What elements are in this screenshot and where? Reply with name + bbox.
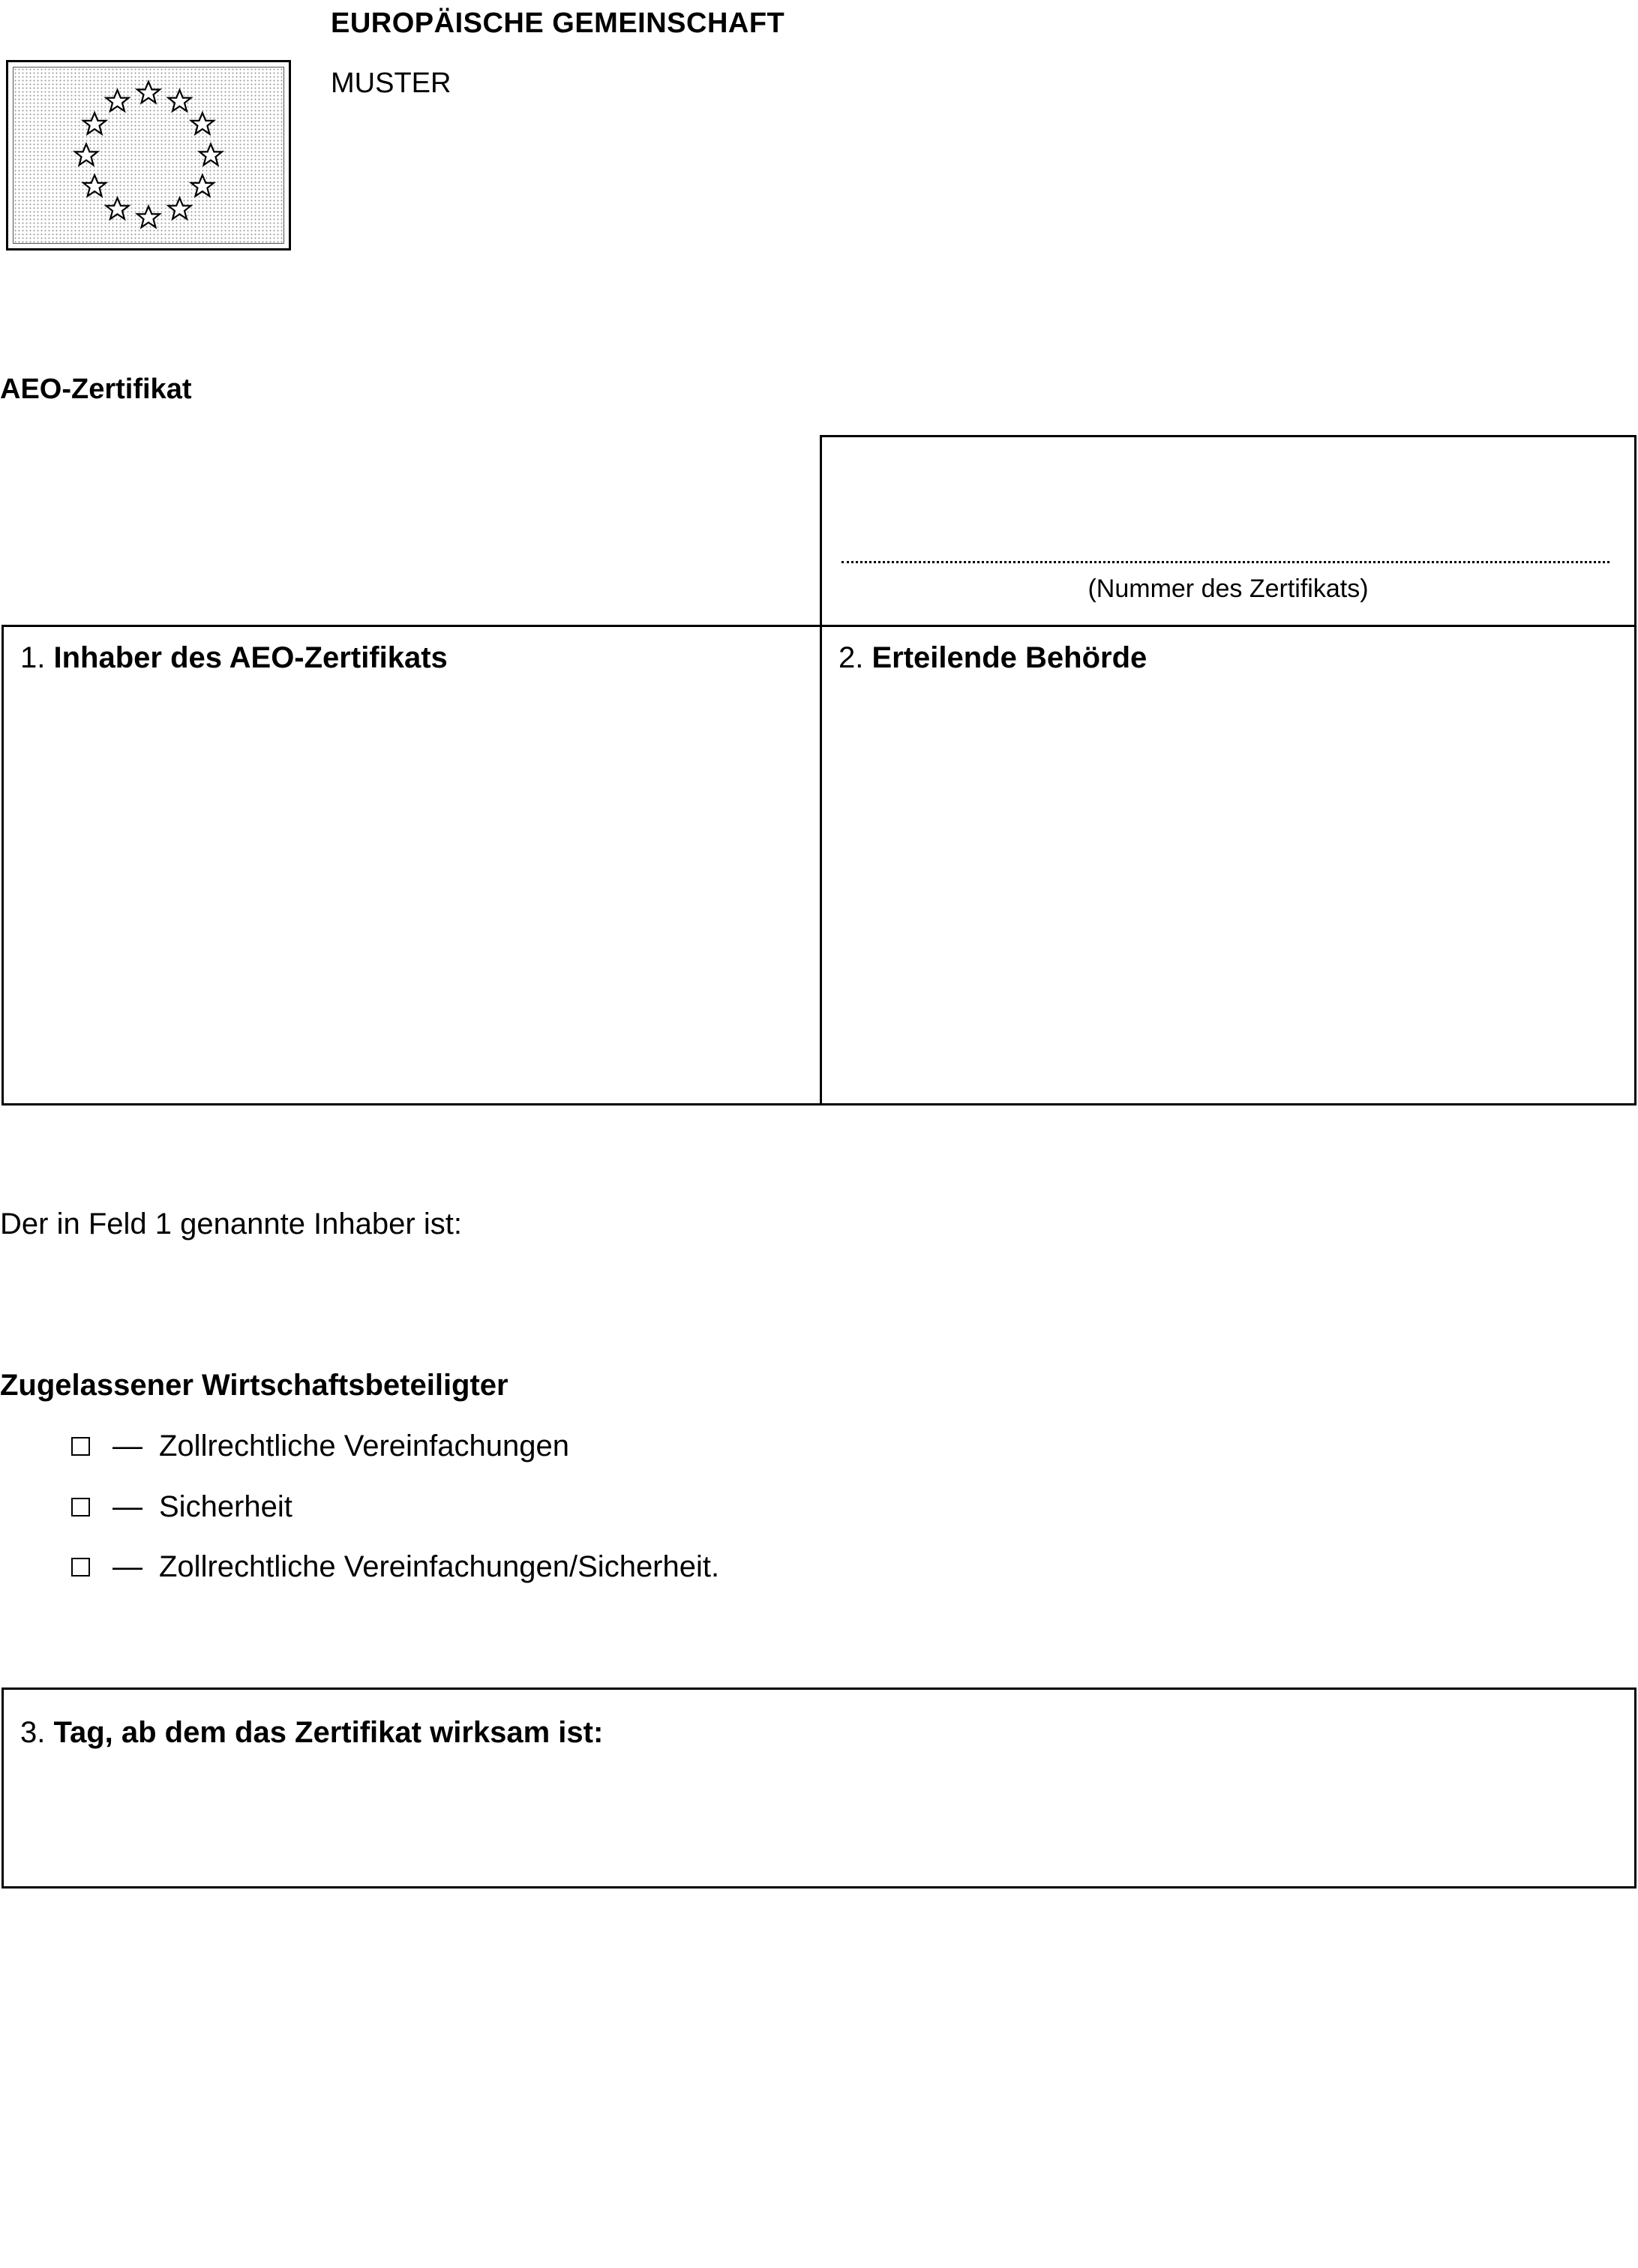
option-label: Sicherheit <box>159 1490 292 1523</box>
flag-star-icon <box>200 144 222 165</box>
flag-star-icon <box>191 176 214 196</box>
option-dash: — <box>112 1550 142 1583</box>
checkbox-simplifications-security[interactable] <box>71 1558 90 1576</box>
field-3-text: Tag, ab dem das Zertifikat wirksam ist: <box>53 1716 604 1749</box>
box-divider <box>820 625 822 1106</box>
field-2-number: 2. <box>838 641 864 674</box>
flag-star-icon <box>137 206 160 227</box>
flag-star-icon <box>83 113 106 134</box>
flag-star-icon <box>169 198 191 219</box>
holder-authority-box <box>2 625 1636 1106</box>
certificate-number-field[interactable] <box>842 542 1610 563</box>
flag-star-icon <box>106 198 129 219</box>
flag-star-icon <box>83 176 106 196</box>
checkbox-security[interactable] <box>71 1498 90 1516</box>
option-label: Zollrechtliche Vereinfachungen <box>159 1430 570 1462</box>
option-dash: — <box>112 1490 142 1523</box>
option-simplifications-security <box>71 1550 719 1584</box>
option-dash: — <box>112 1430 142 1462</box>
field-3-number: 3. <box>20 1716 46 1749</box>
certificate-number-caption: (Nummer des Zertifikats) <box>1088 574 1369 603</box>
option-label: Zollrechtliche Vereinfachungen/Sicherheit. <box>159 1550 720 1583</box>
flag-star-icon <box>191 113 214 134</box>
field-2-label <box>838 641 1147 675</box>
checkbox-customs-simplifications[interactable] <box>71 1437 90 1456</box>
flag-star-icon <box>169 90 191 111</box>
organization-title: EUROPÄISCHE GEMEINSCHAFT <box>331 8 785 39</box>
flag-star-icon <box>137 82 160 103</box>
flag-star-icon <box>106 90 129 111</box>
document-title: AEO-Zertifikat <box>0 374 192 405</box>
eu-stars-circle <box>8 62 289 248</box>
option-security <box>71 1490 292 1524</box>
field-2-text: Erteilende Behörde <box>872 641 1148 674</box>
field-1-text: Inhaber des AEO-Zertifikats <box>53 641 448 674</box>
option-customs-simplifications <box>71 1430 569 1463</box>
field-3-label <box>20 1716 603 1750</box>
field-1-number: 1. <box>20 641 46 674</box>
holder-statement: Der in Feld 1 genannte Inhaber ist: <box>0 1208 462 1240</box>
operator-title: Zugelassener Wirtschaftsbeteiligter <box>0 1369 508 1402</box>
flag-star-icon <box>75 144 98 165</box>
specimen-label: MUSTER <box>331 68 452 99</box>
eu-flag-icon <box>6 60 291 250</box>
field-1-label <box>20 641 448 675</box>
